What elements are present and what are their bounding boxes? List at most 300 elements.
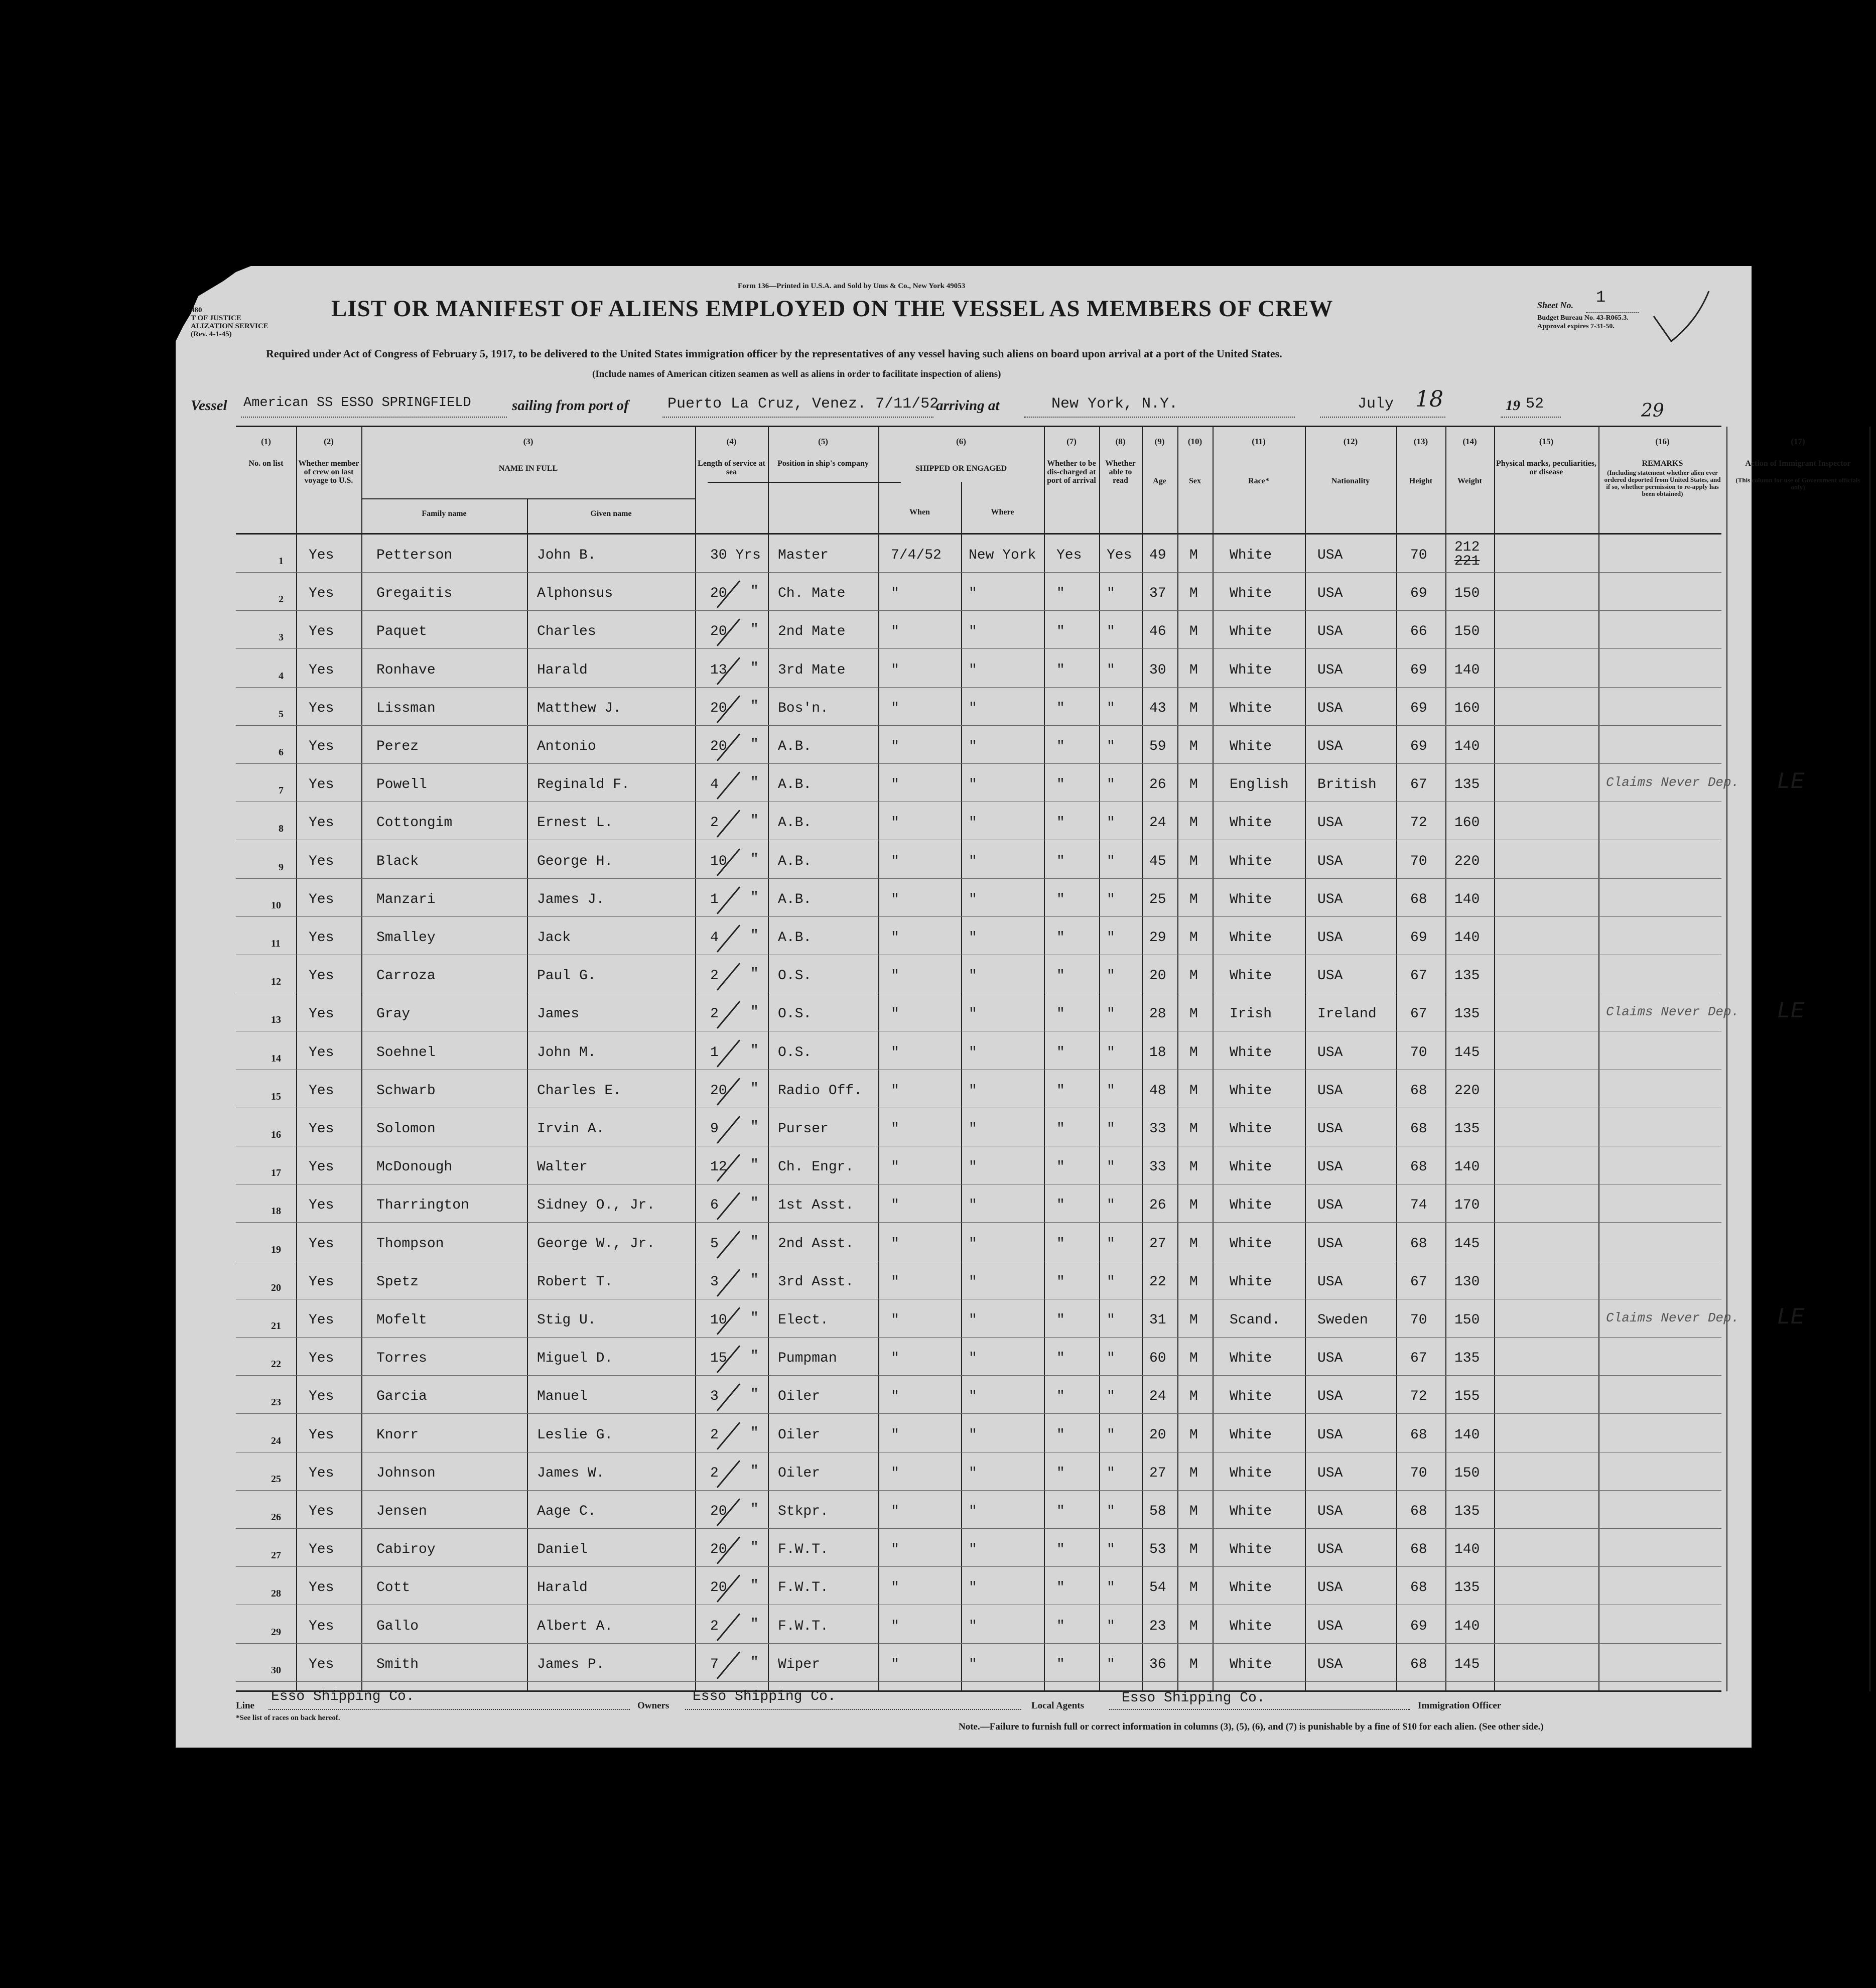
cell-service: 20 (710, 1083, 727, 1099)
inspector-initials: LE (1777, 998, 1805, 1025)
service-ditto: " (750, 1425, 759, 1441)
cell-height: 67 (1410, 777, 1427, 793)
cell-read: " (1107, 930, 1115, 946)
cell-where: " (969, 815, 977, 831)
cell-service: 7 (710, 1656, 719, 1672)
cell-crew: Yes (309, 1427, 334, 1443)
cell-family: McDonough (376, 1159, 453, 1175)
cell-where: New York (969, 548, 1036, 563)
cell-crew: Yes (309, 548, 334, 563)
penalty-note: Note.—Failure to furnish full or correct information in columns (3), (5), (6), and (7) is punishable by a fine of $10 for each alien. (See other side.) (959, 1721, 1544, 1732)
column-header-c3: NAME IN FULL (498, 464, 558, 473)
cell-where: " (969, 1044, 977, 1061)
cell-given: Leslie G. (537, 1427, 613, 1443)
service-ditto: " (750, 1654, 759, 1670)
cell-given: George W., Jr. (537, 1236, 655, 1252)
cell-given: Alphonsus (537, 586, 613, 602)
cell-nationality: USA (1317, 1504, 1343, 1519)
cell-given: Matthew J. (537, 700, 622, 716)
binder-hole (63, 1543, 86, 1569)
cell-height: 70 (1410, 548, 1427, 563)
cell-age: 53 (1149, 1542, 1166, 1558)
cell-nationality: USA (1317, 586, 1343, 602)
row-number: 2 (279, 594, 284, 605)
service-ditto: " (750, 1042, 759, 1058)
check-slash (717, 924, 740, 953)
officer-label: Immigration Officer (1418, 1700, 1502, 1711)
cell-weight: 135 (1454, 777, 1480, 793)
cell-read: " (1107, 1121, 1115, 1137)
cell-service: 20 (710, 624, 727, 640)
row-divider (236, 648, 1721, 649)
cell-nationality: USA (1317, 624, 1343, 640)
column-header-c14: Weight (1457, 477, 1482, 485)
cell-family: Soehnel (376, 1044, 436, 1061)
remarks-handwritten: Claims Never Dep. (1606, 1310, 1739, 1326)
cell-sex: M (1189, 777, 1198, 793)
cell-where: " (969, 1351, 977, 1367)
cell-sex: M (1189, 968, 1198, 984)
cell-nationality: USA (1317, 1351, 1343, 1367)
cell-family: Cabiroy (376, 1542, 436, 1558)
cell-when: " (891, 624, 899, 640)
service-ditto: " (750, 775, 759, 791)
row-number: 9 (279, 861, 284, 873)
cell-when: " (891, 815, 899, 831)
column-number: (16) (1655, 437, 1670, 446)
cell-service: 4 (710, 930, 719, 946)
row-number: 15 (271, 1091, 281, 1102)
column-number: (5) (818, 437, 828, 446)
column-header-c11: Race* (1248, 477, 1269, 485)
cell-position: Ch. Engr. (778, 1159, 854, 1175)
check-slash (717, 1001, 740, 1029)
cell-family: Mofelt (376, 1312, 427, 1328)
cell-position: Bos'n. (778, 700, 829, 716)
cell-sex: M (1189, 548, 1198, 563)
cell-read: " (1107, 1274, 1115, 1290)
cell-sex: M (1189, 624, 1198, 640)
cell-position: F.W.T. (778, 1618, 829, 1634)
cell-nationality: USA (1317, 1198, 1343, 1214)
column-header-c12: Nationality (1331, 477, 1370, 485)
cell-read: " (1107, 1006, 1115, 1022)
row-number: 18 (271, 1206, 281, 1217)
cell-height: 69 (1410, 662, 1427, 678)
cell-crew: Yes (309, 853, 334, 869)
cell-height: 69 (1410, 586, 1427, 602)
cell-discharged: " (1056, 1580, 1065, 1596)
sailing-label: sailing from port of (512, 397, 629, 414)
cell-when: " (891, 1580, 899, 1596)
cell-sex: M (1189, 930, 1198, 946)
cell-crew: Yes (309, 1274, 334, 1290)
row-divider (236, 1681, 1721, 1682)
cell-sex: M (1189, 1236, 1198, 1252)
service-ditto: " (750, 928, 759, 944)
cell-read: " (1107, 853, 1115, 869)
cell-age: 24 (1149, 815, 1166, 831)
cell-race: White (1230, 1121, 1272, 1137)
check-slash (717, 963, 740, 991)
cell-weight: 145 (1454, 1656, 1480, 1672)
column-header-c1: No. on list (248, 459, 284, 468)
cell-position: A.B. (778, 891, 812, 907)
cell-weight: 140 (1454, 739, 1480, 754)
row-divider (236, 572, 1721, 573)
cell-read: " (1107, 1542, 1115, 1558)
cell-position: Purser (778, 1121, 829, 1137)
cell-when: " (891, 1274, 899, 1290)
cell-weight: 135 (1454, 968, 1480, 984)
vessel-name: American SS ESSO SPRINGFIELD (243, 395, 471, 411)
cell-sex: M (1189, 1618, 1198, 1634)
cell-height: 72 (1410, 815, 1427, 831)
row-divider (236, 1566, 1721, 1567)
cell-nationality: USA (1317, 700, 1343, 716)
cell-family: Thompson (376, 1236, 444, 1252)
cell-when: " (891, 1083, 899, 1099)
cell-given: John B. (537, 548, 596, 563)
cell-race: White (1230, 1656, 1272, 1672)
cell-when: " (891, 1236, 899, 1252)
cell-height: 70 (1410, 1312, 1427, 1328)
cell-height: 67 (1410, 1006, 1427, 1022)
column-header-c6: SHIPPED OR ENGAGED (915, 464, 1007, 473)
cell-race: White (1230, 548, 1272, 563)
cell-race: White (1230, 1580, 1272, 1596)
cell-given: Irvin A. (537, 1121, 605, 1137)
cell-where: " (969, 1312, 977, 1328)
service-ditto: " (750, 966, 759, 982)
cell-where: " (969, 930, 977, 946)
cell-discharged: Yes (1056, 548, 1082, 563)
cell-service: 2 (710, 815, 719, 831)
arrival-port: New York, N.Y. (1051, 395, 1178, 413)
dept-line: T OF JUSTICE (191, 314, 241, 322)
cell-nationality: USA (1317, 1044, 1343, 1061)
cell-read: " (1107, 1198, 1115, 1214)
binder-hole (63, 755, 86, 781)
row-number: 24 (271, 1435, 281, 1446)
cell-discharged: " (1056, 624, 1065, 640)
cell-nationality: USA (1317, 1121, 1343, 1137)
cell-height: 70 (1410, 853, 1427, 869)
cell-discharged: " (1056, 662, 1065, 678)
owners-label: Owners (637, 1700, 669, 1711)
cell-when: " (891, 1312, 899, 1328)
cell-race: White (1230, 1236, 1272, 1252)
cell-sex: M (1189, 1121, 1198, 1137)
cell-service: 4 (710, 777, 719, 793)
cell-read: " (1107, 968, 1115, 984)
cell-crew: Yes (309, 1159, 334, 1175)
cell-race: White (1230, 853, 1272, 869)
row-number: 8 (279, 823, 284, 835)
cell-age: 33 (1149, 1121, 1166, 1137)
cell-sex: M (1189, 1656, 1198, 1672)
column-header-c10: Sex (1189, 477, 1201, 485)
cell-weight: 145 (1454, 1044, 1480, 1061)
cell-where: " (969, 1389, 977, 1405)
cell-read: " (1107, 777, 1115, 793)
cell-crew: Yes (309, 624, 334, 640)
cell-service: 15 (710, 1351, 727, 1367)
cell-when: " (891, 739, 899, 754)
cell-discharged: " (1056, 777, 1065, 793)
cell-service: 13 (710, 662, 727, 678)
cell-height: 68 (1410, 891, 1427, 907)
row-number: 23 (271, 1397, 281, 1408)
cell-when: " (891, 1656, 899, 1672)
cell-height: 74 (1410, 1198, 1427, 1214)
cell-where: " (969, 853, 977, 869)
cell-family: Petterson (376, 548, 453, 563)
row-number: 17 (271, 1167, 281, 1179)
cell-position: 3rd Asst. (778, 1274, 854, 1290)
cell-nationality: USA (1317, 1542, 1343, 1558)
cell-height: 69 (1410, 700, 1427, 716)
cell-nationality: USA (1317, 891, 1343, 907)
binder-hole (63, 1225, 86, 1251)
service-ditto: " (750, 660, 759, 676)
cell-when: " (891, 700, 899, 716)
cell-sex: M (1189, 1083, 1198, 1099)
cell-given: James W. (537, 1465, 605, 1481)
column-header-c9: Age (1153, 477, 1166, 485)
cell-where: " (969, 1465, 977, 1481)
cell-crew: Yes (309, 1121, 334, 1137)
cell-sex: M (1189, 1006, 1198, 1022)
row-number: 27 (271, 1550, 281, 1561)
cell-service: 6 (710, 1198, 719, 1214)
cell-crew: Yes (309, 1580, 334, 1596)
cell-race: White (1230, 1618, 1272, 1634)
cell-service: 20 (710, 1580, 727, 1596)
cell-where: " (969, 662, 977, 678)
cell-race: White (1230, 891, 1272, 907)
cell-position: Master (778, 548, 829, 563)
cell-sex: M (1189, 1198, 1198, 1214)
check-slash (717, 1192, 740, 1221)
cell-nationality: USA (1317, 1236, 1343, 1252)
cell-crew: Yes (309, 586, 334, 602)
cell-age: 26 (1149, 777, 1166, 793)
cell-race: White (1230, 1465, 1272, 1481)
cell-given: Walter (537, 1159, 588, 1175)
cell-height: 70 (1410, 1465, 1427, 1481)
column-header-c16-note: (Including statement whether alien ever ordered deported from United States, and if so, whether permission to re-apply has been obtained) (1604, 469, 1721, 497)
cell-age: 24 (1149, 1389, 1166, 1405)
departure-port: Puerto La Cruz, Venez. 7/11/52 (667, 395, 939, 413)
budget-line: Approval expires 7-31-50. (1537, 323, 1615, 330)
cell-weight: 170 (1454, 1198, 1480, 1214)
cell-service: 30 Yrs (710, 548, 761, 563)
cell-race: White (1230, 930, 1272, 946)
row-number: 20 (271, 1282, 281, 1293)
cell-race: Scand. (1230, 1312, 1280, 1328)
binder-hole (63, 1631, 86, 1657)
row-number: 21 (271, 1320, 281, 1332)
cell-given: Charles (537, 624, 596, 640)
cell-when: " (891, 1618, 899, 1634)
row-divider (236, 763, 1721, 764)
row-number: 10 (271, 899, 281, 911)
service-ditto: " (750, 698, 759, 714)
cell-age: 26 (1149, 1198, 1166, 1214)
cell-age: 59 (1149, 739, 1166, 754)
row-divider (236, 1413, 1721, 1414)
row-number: 1 (279, 556, 284, 567)
line-value: Esso Shipping Co. (271, 1689, 415, 1704)
cell-weight: 212 (1454, 540, 1480, 555)
cell-crew: Yes (309, 815, 334, 831)
cell-service: 3 (710, 1274, 719, 1290)
cell-family: Garcia (376, 1389, 427, 1405)
inspector-initials: LE (1777, 769, 1805, 796)
row-divider (236, 1222, 1721, 1223)
cell-position: 2nd Mate (778, 624, 846, 640)
service-ditto: " (750, 584, 759, 600)
cell-given: Harald (537, 662, 588, 678)
cell-age: 45 (1149, 853, 1166, 869)
cell-service: 1 (710, 891, 719, 907)
cell-position: Oiler (778, 1389, 821, 1405)
cell-where: " (969, 1542, 977, 1558)
row-divider (236, 725, 1721, 726)
cell-crew: Yes (309, 1044, 334, 1061)
cell-weight: 140 (1454, 930, 1480, 946)
cell-race: White (1230, 586, 1272, 602)
column-number: (14) (1462, 437, 1477, 446)
cell-family: Schwarb (376, 1083, 436, 1099)
cell-sex: M (1189, 586, 1198, 602)
cell-sex: M (1189, 1389, 1198, 1405)
cell-where: " (969, 586, 977, 602)
cell-service: 20 (710, 586, 727, 602)
cell-nationality: Sweden (1317, 1312, 1368, 1328)
cell-service: 2 (710, 1006, 719, 1022)
cell-read: " (1107, 1580, 1115, 1596)
service-ditto: " (750, 1196, 759, 1212)
cell-service: 3 (710, 1389, 719, 1405)
cell-where: " (969, 968, 977, 984)
cell-where: " (969, 1121, 977, 1137)
column-number: (13) (1413, 437, 1428, 446)
cell-when: " (891, 1427, 899, 1443)
cell-race: English (1230, 777, 1289, 793)
column-number: (6) (956, 437, 966, 446)
cell-age: 33 (1149, 1159, 1166, 1175)
cell-when: " (891, 1389, 899, 1405)
cell-given: Antonio (537, 739, 596, 754)
cell-when: " (891, 853, 899, 869)
page-title: LIST OR MANIFEST OF ALIENS EMPLOYED ON THE VESSEL AS MEMBERS OF CREW (331, 296, 1333, 322)
cell-sex: M (1189, 1504, 1198, 1519)
cell-height: 68 (1410, 1427, 1427, 1443)
cell-weight: 220 (1454, 853, 1480, 869)
cell-sex: M (1189, 1465, 1198, 1481)
arrival-year: 52 (1526, 395, 1544, 413)
binder-hole (63, 426, 86, 452)
check-slash (717, 1116, 740, 1144)
weight-struck: 221 (1454, 554, 1480, 569)
form-printer-line: Form 136—Printed in U.S.A. and Sold by Ums & Co., New York 49053 (738, 282, 966, 290)
cell-race: White (1230, 1274, 1272, 1290)
cell-family: Torres (376, 1351, 427, 1367)
service-ditto: " (750, 1081, 759, 1097)
cell-read: " (1107, 1618, 1115, 1634)
binder-hole (63, 344, 86, 370)
cell-read: " (1107, 1656, 1115, 1672)
cell-family: Tharrington (376, 1198, 469, 1214)
cell-nationality: USA (1317, 815, 1343, 831)
column-number: (12) (1343, 437, 1358, 446)
cell-read: " (1107, 624, 1115, 640)
cell-race: White (1230, 1083, 1272, 1099)
cell-discharged: " (1056, 930, 1065, 946)
cell-family: Knorr (376, 1427, 419, 1443)
cell-when: " (891, 1121, 899, 1137)
cell-read: " (1107, 1044, 1115, 1061)
cell-age: 60 (1149, 1351, 1166, 1367)
cell-weight: 140 (1454, 662, 1480, 678)
column-header-c5: Position in ship's company (777, 459, 869, 468)
cell-height: 68 (1410, 1656, 1427, 1672)
cell-crew: Yes (309, 1006, 334, 1022)
cell-age: 48 (1149, 1083, 1166, 1099)
cell-sex: M (1189, 1044, 1198, 1061)
cell-crew: Yes (309, 1083, 334, 1099)
cell-age: 31 (1149, 1312, 1166, 1328)
cell-sex: M (1189, 662, 1198, 678)
cell-family: Gregaitis (376, 586, 453, 602)
cell-given: Manuel (537, 1389, 588, 1405)
cell-read: " (1107, 1083, 1115, 1099)
cell-race: White (1230, 1427, 1272, 1443)
cell-weight: 150 (1454, 586, 1480, 602)
cell-crew: Yes (309, 968, 334, 984)
cell-nationality: USA (1317, 1427, 1343, 1443)
cell-service: 20 (710, 739, 727, 754)
cell-read: " (1107, 1389, 1115, 1405)
cell-nationality: USA (1317, 739, 1343, 754)
cell-family: Carroza (376, 968, 436, 984)
cell-race: White (1230, 1198, 1272, 1214)
check-mark (1649, 286, 1714, 346)
cell-read: " (1107, 739, 1115, 754)
row-number: 3 (279, 632, 284, 643)
cell-read: " (1107, 1312, 1115, 1328)
cell-weight: 140 (1454, 1427, 1480, 1443)
cell-position: Elect. (778, 1312, 829, 1328)
service-ditto: " (750, 1540, 759, 1556)
cell-crew: Yes (309, 662, 334, 678)
cell-nationality: USA (1317, 1656, 1343, 1672)
cell-nationality: USA (1317, 1389, 1343, 1405)
column-number: (3) (523, 437, 533, 446)
cell-read: " (1107, 1504, 1115, 1519)
column-header-c8: Whether able to read (1105, 459, 1136, 485)
vessel-label: Vessel (191, 397, 227, 414)
cell-position: Wiper (778, 1656, 821, 1672)
check-slash (717, 1384, 740, 1412)
cell-age: 29 (1149, 930, 1166, 946)
binder-hole (63, 668, 86, 694)
cell-sex: M (1189, 1312, 1198, 1328)
cell-weight: 150 (1454, 1312, 1480, 1328)
cell-weight: 135 (1454, 1006, 1480, 1022)
